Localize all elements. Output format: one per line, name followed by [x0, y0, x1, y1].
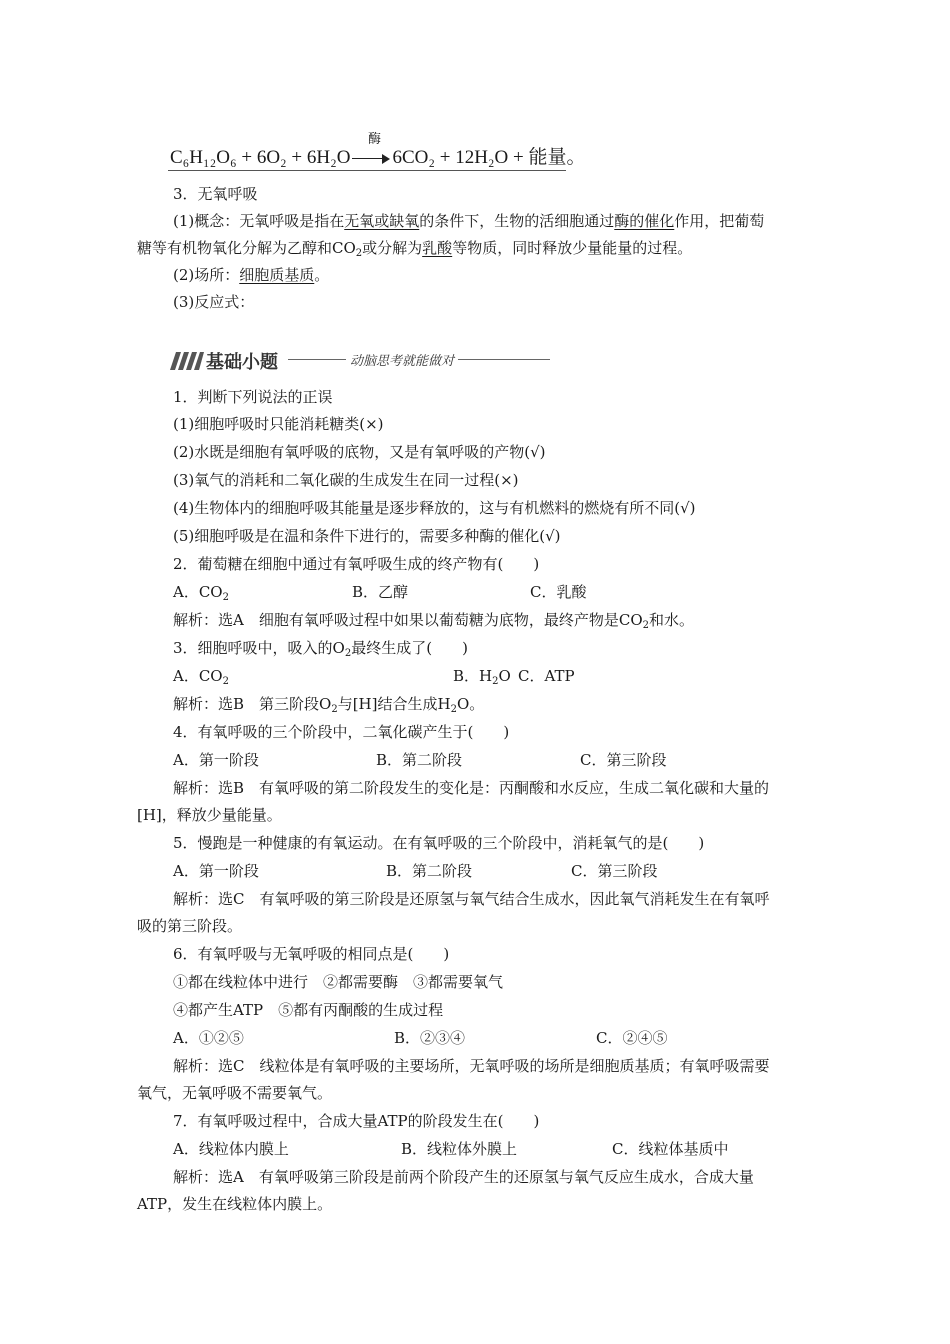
equation-left: C₆H₁₂O₆ + 6O₂ + 6H₂O: [170, 147, 351, 168]
answer-analysis-cont: ATP，发生在线粒体内膜上。: [137, 1195, 333, 1213]
enzyme-label: 酶: [368, 132, 382, 147]
judgement-item: (3)氧气的消耗和二氧化碳的生成发生在同一过程(×): [173, 471, 519, 489]
subscript: 2: [642, 620, 649, 631]
answer-analysis-cont: 吸的第三阶段。: [137, 917, 243, 935]
subscript: 2: [331, 704, 338, 715]
stripes-icon: [170, 352, 204, 370]
underlined-term: 乳酸: [422, 239, 453, 257]
text: A．CO: [173, 583, 223, 601]
option-c: C．第三阶段: [580, 751, 667, 769]
question-stem: 4．有氧呼吸的三个阶段中，二氧化碳产生于( ): [173, 723, 510, 741]
section-heading: 3．无氧呼吸: [173, 185, 258, 203]
banner-subtitle: 动脑思考就能做对: [346, 350, 458, 369]
answer-analysis-cont: 氧气，无氧呼吸不需要氧气。: [137, 1084, 333, 1102]
option-a: [173, 581, 229, 603]
text: A．CO: [173, 667, 223, 685]
text: 与[H]结合生成H: [337, 695, 451, 713]
option-a: A．①②⑤: [173, 1029, 244, 1047]
option-c: C．线粒体基质中: [612, 1140, 729, 1158]
text: 等物质，同时释放少量能量的过程。: [452, 239, 693, 257]
subscript: 2: [222, 592, 229, 603]
text: B．H: [453, 667, 493, 685]
question-stem: 7．有氧呼吸过程中，合成大量ATP的阶段发生在( ): [173, 1112, 540, 1130]
option-a: [173, 665, 229, 687]
subscript: 2: [355, 248, 363, 259]
subscript: 2: [450, 704, 457, 715]
option-c: C．第三阶段: [571, 862, 658, 880]
concept-line-1: [173, 210, 764, 232]
text: (2)场所：: [173, 266, 240, 284]
option-b: B．②③④: [394, 1029, 466, 1047]
text: 的条件下，生物的活细胞通过: [419, 212, 615, 230]
option-b: B．第二阶段: [376, 751, 463, 769]
answer-analysis: [173, 609, 694, 631]
site-line: [173, 264, 329, 286]
answer-analysis: 解析：选A 有氧呼吸第三阶段是前两个阶段产生的还原氢与氧气反应生成水，合成大量: [173, 1168, 754, 1186]
text: (1)概念：无氧呼吸是指在: [173, 212, 345, 230]
text: O: [498, 667, 511, 685]
answer-analysis: 解析：选C 有氧呼吸的第三阶段是还原氢与氧气结合生成水，因此氧气消耗发生在有氧呼: [173, 890, 770, 908]
question-stem: 2．葡萄糖在细胞中通过有氧呼吸生成的终产物有( ): [173, 555, 540, 573]
text: 。: [314, 266, 330, 284]
option-c: C．ATP: [518, 667, 575, 685]
reaction-arrow-icon: [352, 154, 390, 164]
text: 解析：选A 细胞有氧呼吸过程中如果以葡萄糖为底物，最终产物是CO: [173, 611, 643, 629]
question-stem: [173, 637, 468, 659]
judgement-item: (1)细胞呼吸时只能消耗糖类(×): [173, 415, 384, 433]
option-b: B．第二阶段: [386, 862, 473, 880]
question-stem: 6．有氧呼吸与无氧呼吸的相同点是( ): [173, 945, 450, 963]
option-b: B．线粒体外膜上: [401, 1140, 518, 1158]
answer-analysis: [173, 693, 484, 715]
judgement-item: (2)水既是细胞有氧呼吸的底物，又是有氧呼吸的产物(√): [173, 443, 546, 461]
reaction-line: (3)反应式：: [173, 293, 255, 311]
equation-rule: [168, 170, 566, 171]
answer-analysis-cont: [H]，释放少量能量。: [137, 806, 282, 824]
option-a: A．第一阶段: [173, 751, 259, 769]
option-b: [453, 665, 511, 687]
judgement-item: (4)生物体内的细胞呼吸其能量是逐步释放的，这与有机燃料的燃烧有所不同(√): [173, 499, 696, 517]
question-stem: 1．判断下列说法的正误: [173, 388, 333, 406]
aerobic-equation: [168, 128, 586, 172]
option-c: C．②④⑤: [596, 1029, 668, 1047]
concept-line-2: [137, 237, 692, 259]
equation-body: [170, 142, 585, 169]
answer-analysis: 解析：选B 有氧呼吸的第二阶段发生的变化是：丙酮酸和水反应，生成二氧化碳和大量的: [173, 779, 770, 797]
judgement-item: (5)细胞呼吸是在温和条件下进行的，需要多种酶的催化(√): [173, 527, 561, 545]
text: 和水。: [649, 611, 695, 629]
answer-analysis: 解析：选C 线粒体是有氧呼吸的主要场所，无氧呼吸的场所是细胞质基质；有氧呼吸需要: [173, 1057, 770, 1075]
equation-right: 6CO₂ + 12H₂O + 能量。: [392, 147, 586, 168]
statement-list: ④都产生ATP ⑤都有丙酮酸的生成过程: [173, 1001, 444, 1019]
question-stem: 5．慢跑是一种健康的有氧运动。在有氧呼吸的三个阶段中，消耗氧气的是( ): [173, 834, 705, 852]
subscript: 2: [492, 676, 499, 687]
text: 或分解为: [362, 239, 423, 257]
subscript: 2: [344, 648, 352, 659]
underlined-term: 无氧或缺氧: [344, 212, 420, 230]
section-banner: [170, 346, 550, 376]
text: 3．细胞呼吸中，吸入的O: [173, 639, 345, 657]
text: 解析：选B 第三阶段O: [173, 695, 332, 713]
option-a: A．线粒体内膜上: [173, 1140, 289, 1158]
option-c: C．乳酸: [530, 583, 587, 601]
statement-list: ①都在线粒体中进行 ②都需要酶 ③都需要氧气: [173, 973, 504, 991]
text: 糖等有机物氧化分解为乙醇和CO: [137, 239, 356, 257]
banner-title: 基础小题: [206, 352, 278, 373]
text: O。: [456, 695, 485, 713]
subscript: 2: [222, 676, 229, 687]
option-a: A．第一阶段: [173, 862, 259, 880]
text: 作用，把葡萄: [674, 212, 765, 230]
option-b: B．乙醇: [352, 583, 409, 601]
text: 最终生成了( ): [351, 639, 468, 657]
underlined-term: 细胞质基质: [239, 266, 315, 284]
underlined-term: 酶的催化: [614, 212, 675, 230]
